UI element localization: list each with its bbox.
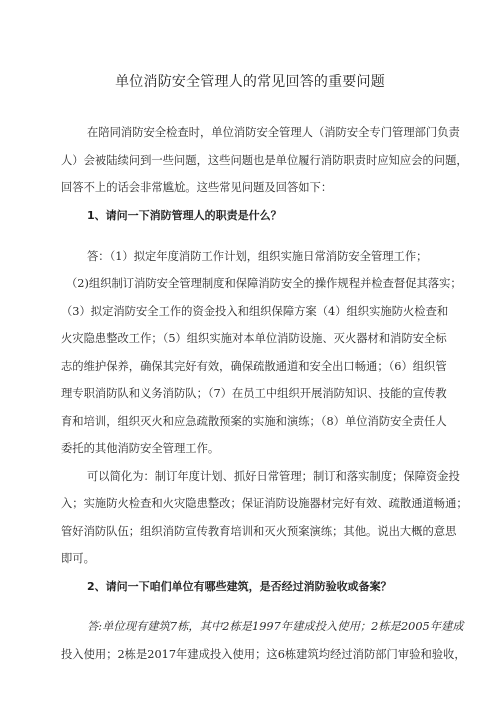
answer-1-line: （2)组织制订消防安全管理制度和保障消防安全的操作规程并检查督促其落实； <box>66 277 462 290</box>
answer-1-line: 火灾隐患整改工作；（5）组织实施对本单位消防设施、灭火器材和消防安全标 <box>61 332 447 345</box>
answer-1-line: 育和培训，组织灭火和应急疏散预案的实施和演练；（8）单位消防安全责任人 <box>61 415 447 428</box>
summary-line: 管好消防队伍；组织消防宣传教育培训和灭火预案演练；其他。说出大概的意思 <box>61 525 457 538</box>
answer-2-line: 投入使用；2栋是2017年建成投入使用；这6栋建筑均经过消防部门审验和验收， <box>61 648 466 661</box>
summary-line: 即可。 <box>61 552 95 565</box>
question-2: 2、请问一下咱们单位有哪些建筑，是否经过消防验收或备案？ <box>87 580 392 593</box>
answer-1-line: 委托的其他消防安全管理工作。 <box>61 442 220 455</box>
answer-1-line: 志的维护保养，确保其完好有效，确保疏散通道和安全出口畅通；（6）组织管 <box>61 360 447 373</box>
answer-2-line: 答:单位现有建筑7栋，其中2栋是1997年建成投入使用；2栋是2005年建成 <box>87 620 464 633</box>
intro-line: 人）会被陆续问到一些问题，这些问题也是单位履行消防职责时应知应会的问题， <box>61 154 468 167</box>
answer-1-line: 答：（1）拟定年度消防工作计划，组织实施日常消防安全管理工作； <box>87 250 428 263</box>
summary-line: 入；实施防火检查和火灾隐患整改；保证消防设施器材完好有效、疏散通道畅通； <box>61 497 468 510</box>
answer-1-line: （3）拟定消防安全工作的资金投入和组织保障方案（4）组织实施防火检查和 <box>61 305 449 318</box>
question-1: 1、请问一下消防管理人的职责是什么？ <box>87 209 282 222</box>
summary-line: 可以简化为：制订年度计划、抓好日常管理；制订和落实制度；保障资金投 <box>87 470 460 483</box>
intro-line: 在陪同消防安全检查时，单位消防安全管理人（消防安全专门管理部门负责 <box>87 126 460 139</box>
document-title: 单位消防安全管理人的常见回答的重要问题 <box>115 74 385 90</box>
intro-line: 回答不上的话会非常尴尬。这些常见问题及回答如下： <box>61 181 333 194</box>
answer-1-line: 理专职消防队和义务消防队；（7）在员工中组织开展消防知识、技能的宣传教 <box>61 387 447 400</box>
